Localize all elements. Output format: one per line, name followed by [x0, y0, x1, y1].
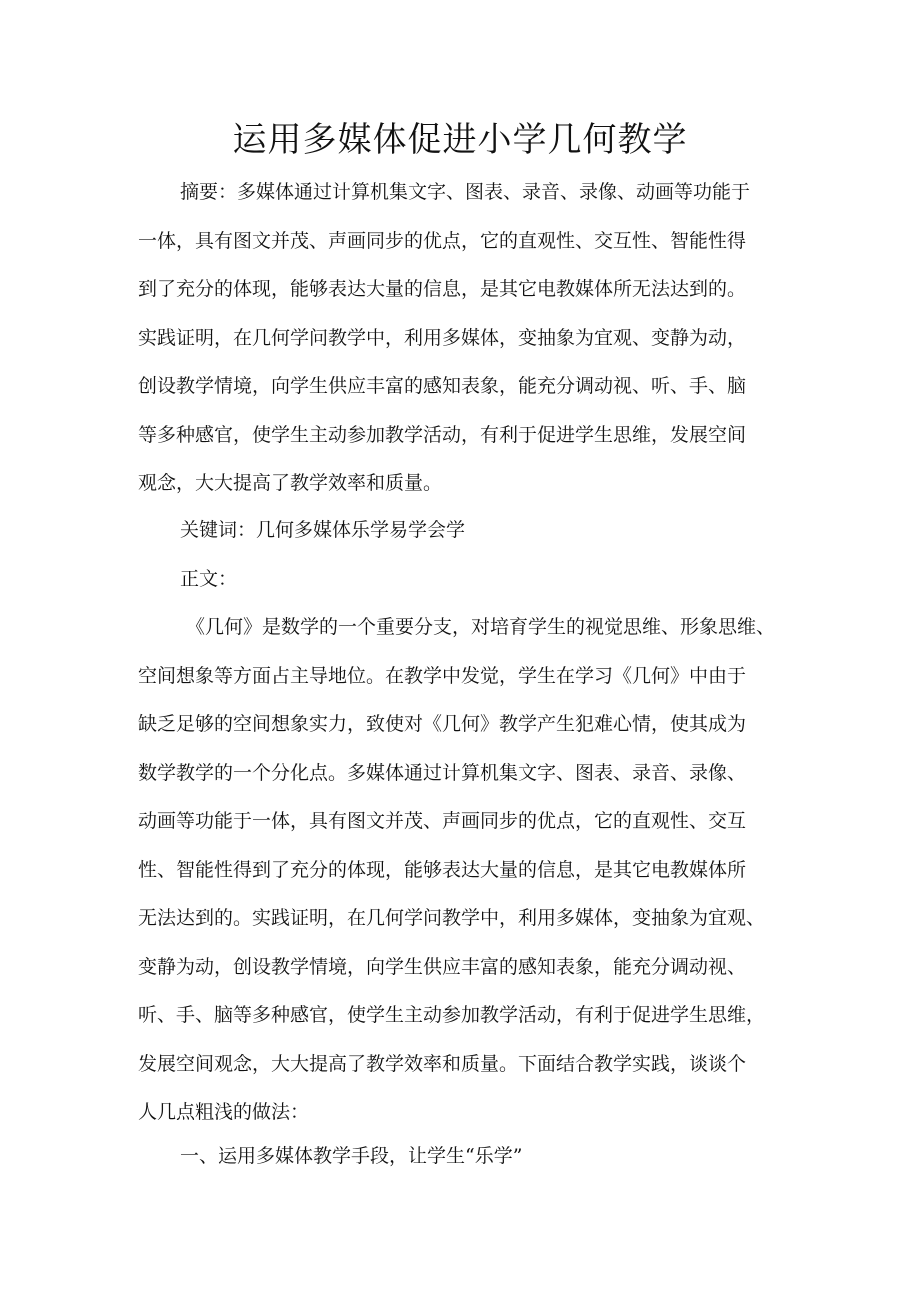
abstract-line: 一体，具有图文并茂、声画同步的优点，它的直观性、交互性、智能性得 [138, 230, 747, 252]
body-line: 数学教学的一个分化点。多媒体通过计算机集文字、图表、录音、录像、 [138, 762, 747, 784]
abstract-line: 等多种感官，使学生主动参加教学活动，有利于促进学生思维，发展空间 [138, 424, 747, 446]
body-line: 听、手、脑等多种感官，使学生主动参加教学活动，有利于促进学生思维， [138, 1004, 766, 1026]
body-line: 《几何》是数学的一个重要分支，对培育学生的视觉思维、形象思维、 [186, 616, 776, 638]
abstract-line: 创设教学情境，向学生供应丰富的感知表象，能充分调动视、听、手、脑 [138, 375, 747, 397]
body-line: 缺乏足够的空间想象实力，致使对《几何》教学产生犯难心情，使其成为 [138, 713, 747, 735]
body-line: 人几点粗浅的做法： [138, 1101, 310, 1123]
body-line: 无法达到的。实践证明，在几何学问教学中，利用多媒体，变抽象为宜观、 [138, 907, 766, 929]
body-label: 正文： [180, 568, 238, 590]
abstract-line: 实践证明，在几何学问教学中，利用多媒体，变抽象为宜观、变静为动， [138, 327, 747, 349]
body-line: 性、智能性得到了充分的体现，能够表达大量的信息，是其它电教媒体所 [138, 859, 747, 881]
body-line: 动画等功能于一体，具有图文并茂、声画同步的优点，它的直观性、交互 [138, 810, 747, 832]
body-line: 发展空间观念，大大提高了教学效率和质量。下面结合教学实践，谈谈个 [138, 1053, 747, 1075]
abstract-line: 到了充分的体现，能够表达大量的信息，是其它电教媒体所无法达到的。 [138, 278, 747, 300]
body-line: 变静为动，创设教学情境，向学生供应丰富的感知表象，能充分调动视、 [138, 956, 747, 978]
body-line: 空间想象等方面占主导地位。在教学中发觉，学生在学习《几何》中由于 [138, 665, 747, 687]
section-heading: 一、运用多媒体教学手段，让学生“乐学” [180, 1145, 523, 1167]
abstract-line: 观念，大大提高了教学效率和质量。 [138, 472, 443, 494]
abstract-line: 摘要：多媒体通过计算机集文字、图表、录音、录像、动画等功能于 [180, 181, 751, 203]
page-title: 运用多媒体促进小学几何教学 [232, 120, 688, 160]
keywords-line: 关键词：几何多媒体乐学易学会学 [180, 519, 466, 541]
